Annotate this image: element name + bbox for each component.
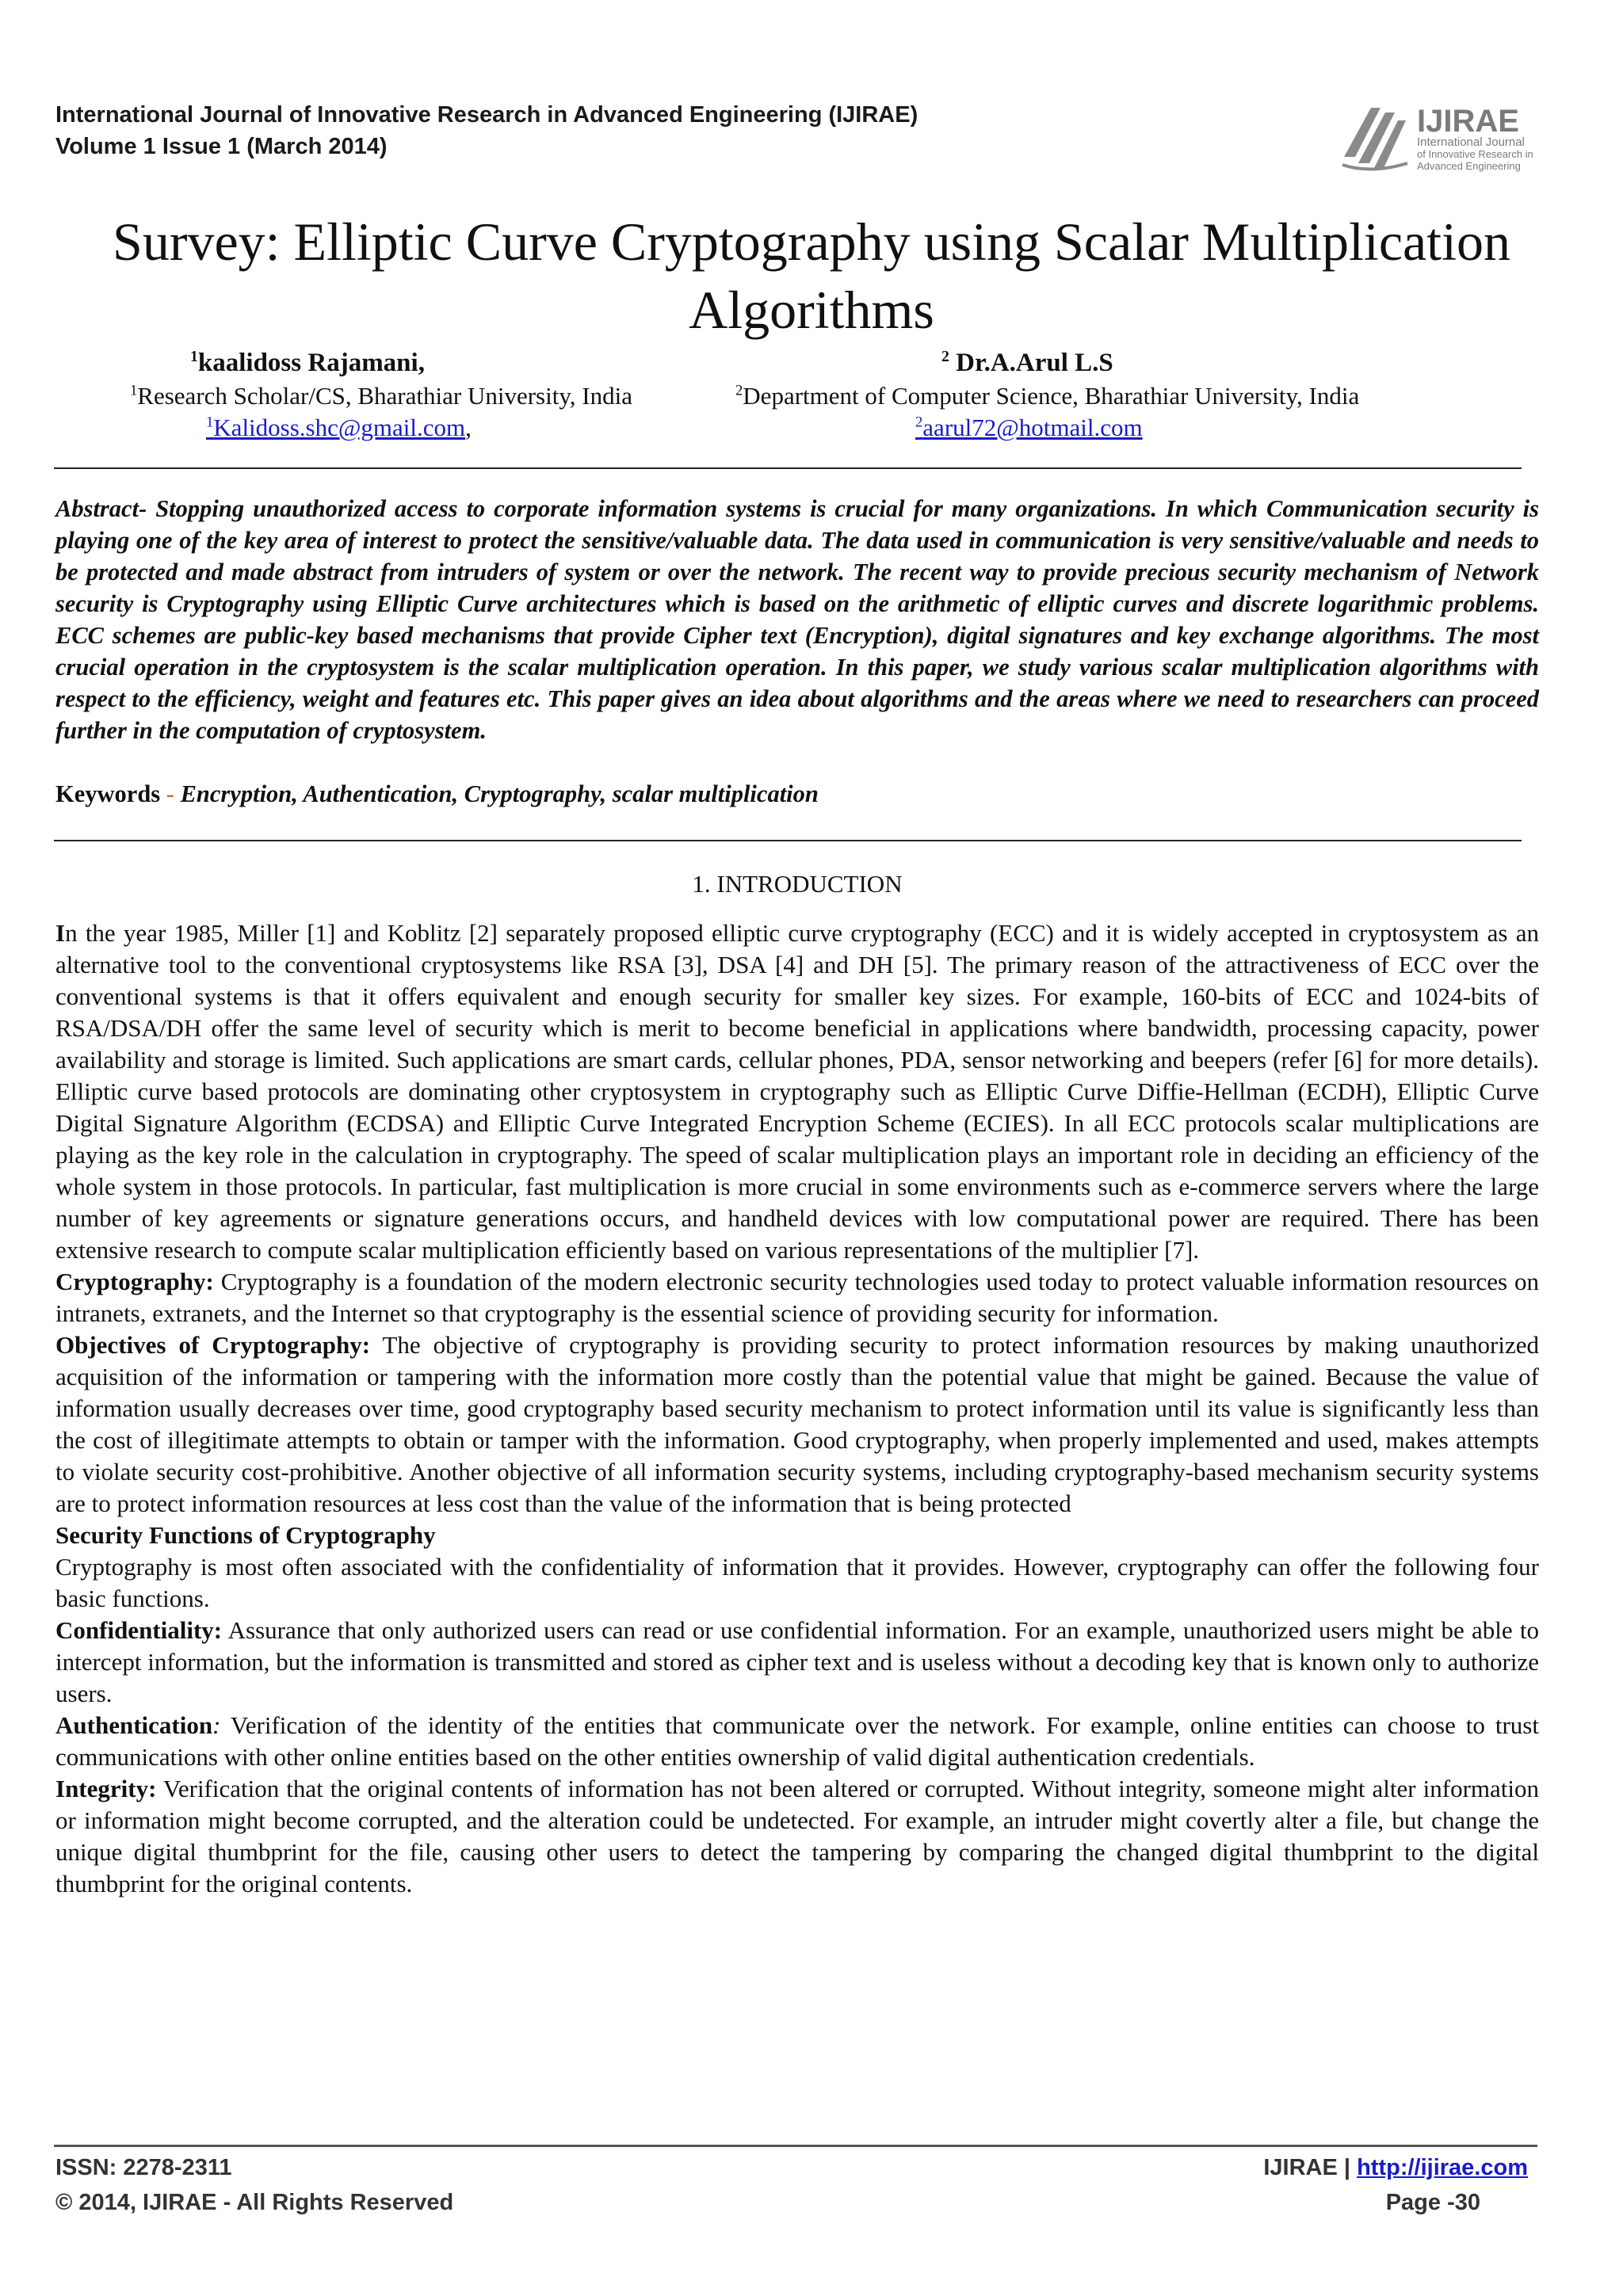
- introduction-body: [55, 917, 1539, 1900]
- keywords: Keywords - Encryption, Authentication, Cryptography, scalar multiplication: [55, 780, 819, 807]
- abstract: [55, 493, 1539, 746]
- footer-journal: IJIRAE: [1263, 2155, 1338, 2180]
- journal-issue: Volume 1 Issue 1 (March 2014): [55, 134, 388, 159]
- footer-issn: ISSN: 2278-2311: [55, 2155, 232, 2180]
- keywords-value: Encryption, Authentication, Cryptography, scalar multiplication: [180, 780, 819, 807]
- author-1-affiliation: $^1$Research Scholar/CS, Bharathiar University, India: [130, 382, 633, 410]
- paper-title: [55, 208, 1568, 344]
- logo-line3: Advanced Engineering: [1417, 160, 1521, 172]
- author-2-name: Dr.A.Arul L.S: [956, 349, 1113, 377]
- security-functions-heading: Security Functions of Cryptography: [55, 1521, 436, 1549]
- intro-paragraph: In the year 1985, Miller [1] and Koblitz [2] separately proposed elliptic curve cryptography (ECC) and it is widely accepted in cryptosystem as an alternative tool to the conventional cryptosystems like RSA [3], DSA [4] and DH [5]. The primary reason of the attractiveness of ECC over the conventional systems is that it offers equivalent and enough security for smaller key sizes. For example, 160-bits of ECC and 1024-bits of RSA/DSA/DH offer the same level of security which is merit to become beneficial in applications where bandwidth, processing capacity, power availability and storage is limited. Such applications are smart cards, cellular phones, PDA, sensor networking and beepers (refer [6] for more details). Elliptic curve based protocols are dominating other cryptosystem in cryptography such as Elliptic Curve Diffie-Hellman (ECDH), Elliptic Curve Digital Signature Algorithm (ECDSA) and Elliptic Curve Integrated Encryption Scheme (ECIES). In all ECC protocols scalar multiplications are playing as the key role in the calculation in cryptography. The speed of scalar multiplication plays an important role in deciding an efficiency of the whole system in those protocols. In particular, fast multiplication is more crucial in some environments such as e-commerce servers where the large number of key agreements or signature generations occurs, and handheld devices with low computational power are required. There has been extensive research to compute scalar multiplication efficiently based on various representations of the multiplier [7].: [55, 919, 1539, 1264]
- security-functions-paragraph: Cryptography is most often associated with the confidentiality of information that it provides. However, cryptography can offer the following four basic functions.: [55, 1553, 1539, 1612]
- journal-logo-mark: [1339, 101, 1553, 174]
- author-1-name: kaalidoss Rajamani,: [197, 349, 425, 377]
- journal-name: International Journal of Innovative Research in Advanced Engineering (IJIRAE): [55, 102, 918, 128]
- cryptography-paragraph: Cryptography: Cryptography is a foundation of the modern electronic security technologies used today to protect valuable information resources on intranets, extranets, and the Internet so that cryptography is the essential science of providing security for information.: [55, 1268, 1539, 1327]
- section-heading-introduction: 1. INTRODUCTION: [692, 870, 903, 898]
- abstract-lead: Abstract-: [55, 495, 147, 522]
- integrity-paragraph: Integrity: Verification that the original contents of information has not been altered or corrupted. Without integrity, someone might alter information or information might become corrupted, and the alteration could be undetected. For example, an intruder might covertly alter a file, but change the unique digital thumbprint for the file, causing other users to detect the tampering by comparing the changed digital thumbprint to the digital thumbprint for the original contents.: [55, 1775, 1539, 1897]
- title-line-1: Survey: Elliptic Curve Cryptography using Scalar Multiplication: [113, 212, 1510, 272]
- footer-page: Page -30: [1385, 2190, 1480, 2215]
- journal-logo: [1339, 101, 1553, 174]
- objectives-paragraph: Objectives of Cryptography: The objective of cryptography is providing security to protect information resources by making unauthorized acquisition of the information or tampering with the information more costly than the potential value that might be gained. Because the value of information usually decreases over time, good cryptography based security mechanism to protect information until its value is significantly less than the cost of illegitimate attempts to obtain or tamper with the information. Good cryptography, when properly implemented and used, makes attempts to violate security cost-prohibitive. Another objective of all information security systems, including cryptography-based mechanism security systems are to protect information resources at less cost than the value of the information that is being protected: [55, 1331, 1539, 1517]
- logo-line1: International Journal: [1417, 135, 1525, 149]
- page-number: -30: [1447, 2190, 1480, 2215]
- keywords-label: Keywords: [55, 780, 161, 807]
- author-1-name-row: $^1$kaalidoss Rajamani,: [190, 348, 425, 377]
- author-2-email[interactable]: $^2$aarul72@hotmail.com: [915, 414, 1143, 441]
- abstract-text: Stopping unauthorized access to corporate information systems is crucial for many organizations. In which Communication security is playing one of the key area of interest to protect the sensitive/valuable data. The data used in communication is very sensitive/valuable and needs to be protected and made abstract from intruders of system or over the network. The recent way to provide precious security mechanism of Network security is Cryptography using Elliptic Curve architectures which is based on the arithmetic of elliptic curves and discrete logarithmic problems. ECC schemes are public-key based mechanisms that provide Cipher text (Encryption), digital signatures and key exchange algorithms. The most crucial operation in the cryptosystem is the scalar multiplication operation. In this paper, we study various scalar multiplication algorithms with respect to the efficiency, weight and features etc. This paper gives an idea about algorithms and the areas where we need to researchers can proceed further in the computation of cryptosystem.: [55, 495, 1540, 744]
- footer-left: [55, 2150, 453, 2220]
- footer-url-link[interactable]: http://ijirae.com: [1357, 2155, 1528, 2180]
- author-2-email-row: [915, 412, 1143, 444]
- footer-copyright: © 2014, IJIRAE - All Rights Reserved: [55, 2190, 454, 2215]
- authentication-paragraph: Authentication: Verification of the identity of the entities that communicate over the network. For example, online entities can choose to trust communications with other online entities based on the other entities ownership of valid digital authentication credentials.: [55, 1711, 1539, 1771]
- author-1-email[interactable]: $^1$Kalidoss.shc@gmail.com: [206, 414, 466, 441]
- logo-abbr: IJIRAE: [1417, 104, 1519, 139]
- logo-line2: of Innovative Research in: [1417, 148, 1533, 160]
- author-1-email-row: $^1$Kalidoss.shc@gmail.com,: [206, 414, 472, 441]
- divider-top: [54, 467, 1522, 469]
- title-line-2: Algorithms: [689, 280, 934, 340]
- journal-header: [55, 99, 918, 162]
- divider-bottom: [54, 840, 1522, 841]
- author-2-name-row: $^2$ Dr.A.Arul L.S: [941, 348, 1113, 377]
- footer-right: IJIRAE | http://ijirae.com Page -30: [1263, 2150, 1528, 2220]
- confidentiality-paragraph: Confidentiality: Assurance that only authorized users can read or use confidential information. For an example, unauthorized users might be able to intercept information, but the information is transmitted and stored as cipher text and is useless without a decoding key that is known only to authorize users.: [55, 1616, 1539, 1707]
- footer-rule: [54, 2145, 1537, 2147]
- author-2-affiliation: $^2$Department of Computer Science, Bharathiar University, India: [735, 382, 1360, 410]
